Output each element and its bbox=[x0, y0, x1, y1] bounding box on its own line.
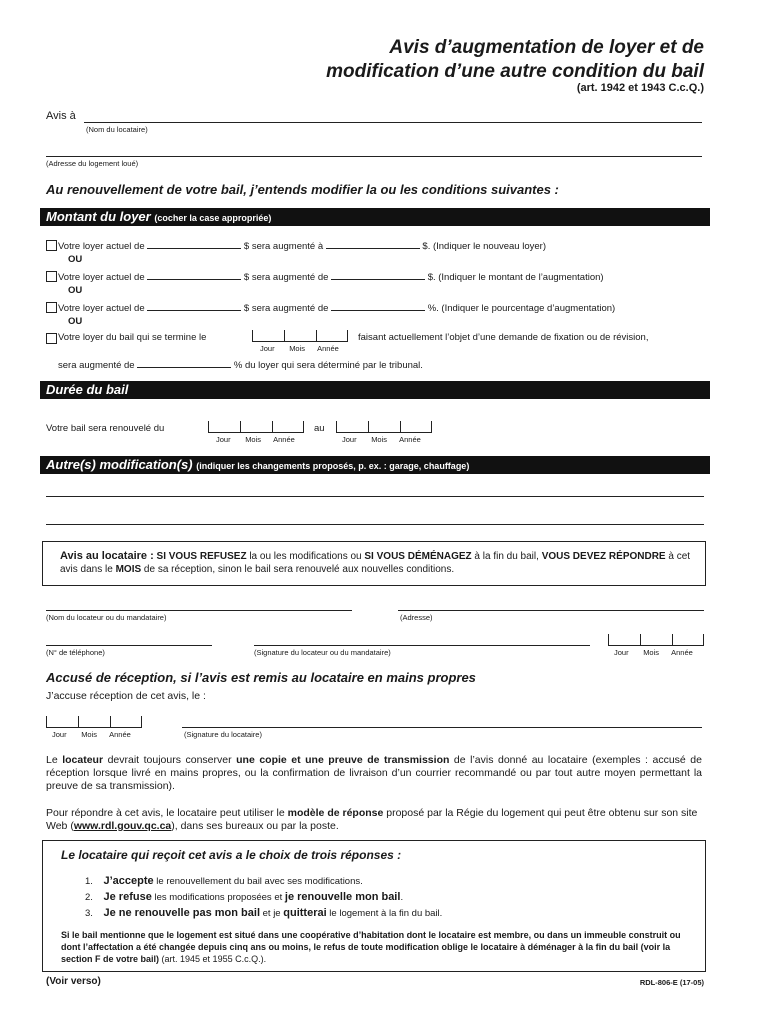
choice-3-number: 3. bbox=[85, 908, 93, 919]
other-changes-line-1[interactable] bbox=[46, 496, 704, 497]
choice-1-number: 1. bbox=[85, 876, 93, 887]
rent-option-2-text-b: $ sera augmenté de bbox=[243, 272, 329, 283]
notice-t6: à cet avis dans le bbox=[60, 551, 691, 575]
choice-1 bbox=[85, 875, 363, 887]
year-label: Année bbox=[317, 344, 339, 353]
other-changes-title: Autre(s) modification(s) bbox=[46, 457, 193, 472]
notice-t8: de sa réception, sinon le bail sera renouvelé aux nouvelles conditions. bbox=[141, 564, 455, 575]
notice-t1: SI VOUS REFUSEZ bbox=[156, 551, 247, 562]
rent-option-1-text-b: $ sera augmenté à bbox=[243, 241, 324, 252]
other-changes-subtitle: (indiquer les changements proposés, p. ex. : garage, chauffage) bbox=[196, 461, 470, 471]
landlord-para-p2: locateur bbox=[62, 754, 104, 766]
rent-option-3-text-c: %. (Indiquer le pourcentage d’augmentation) bbox=[427, 303, 616, 314]
signature-date-field[interactable] bbox=[608, 634, 704, 646]
or-separator-1: OU bbox=[68, 254, 83, 265]
day-label: Jour bbox=[52, 730, 67, 739]
rent-option-2-text-c: $. (Indiquer le montant de l’augmentation) bbox=[427, 272, 604, 283]
rent-option-3-text-b: $ sera augmenté de bbox=[243, 303, 329, 314]
landlord-address-field[interactable] bbox=[398, 610, 704, 611]
choice-2-end: . bbox=[400, 892, 404, 903]
landlord-signature-field[interactable] bbox=[254, 645, 590, 646]
choice-2-bold: Je refuse bbox=[103, 891, 152, 903]
other-changes-section-header bbox=[40, 456, 710, 474]
month-label: Mois bbox=[371, 435, 388, 444]
tenant-choices-box bbox=[42, 840, 706, 972]
duration-section-header bbox=[40, 381, 710, 399]
landlord-name-caption: (Nom du locateur ou du mandataire) bbox=[46, 613, 167, 622]
or-separator-2: OU bbox=[68, 285, 83, 296]
rent-option-4-text-d: % du loyer qui sera déterminé par le tribunal. bbox=[233, 360, 423, 371]
tribunal-percent-field[interactable] bbox=[137, 358, 231, 368]
rent-option-new-rent bbox=[58, 239, 546, 252]
form-title-line-2: modification d’une autre condition du bail bbox=[326, 61, 704, 82]
rent-option-tribunal-line-2 bbox=[58, 358, 423, 371]
choices-title: Le locataire qui reçoit cet avis a le choix de trois réponses : bbox=[61, 848, 402, 862]
choice-2-number: 2. bbox=[85, 892, 93, 903]
increase-percent-field[interactable] bbox=[331, 301, 425, 311]
lease-end-date-field[interactable] bbox=[252, 330, 348, 342]
renewal-end-date-field[interactable] bbox=[336, 421, 432, 433]
receipt-date-labels bbox=[52, 730, 131, 739]
rent-option-new-rent-checkbox[interactable] bbox=[46, 240, 57, 251]
cooperative-note-rest: (art. 1945 et 1955 C.c.Q.). bbox=[159, 954, 267, 964]
year-label: Année bbox=[273, 435, 295, 444]
dwelling-address-field[interactable] bbox=[46, 156, 702, 157]
rent-option-tribunal-text-b: faisant actuellement l’objet d’une demande de fixation ou de révision, bbox=[358, 332, 649, 343]
see-verso: (Voir verso) bbox=[46, 976, 101, 987]
lease-end-date-labels bbox=[260, 344, 339, 353]
notice-lead: Avis au locataire : bbox=[60, 550, 154, 562]
renewal-end-date-labels bbox=[342, 435, 421, 444]
current-rent-field-2[interactable] bbox=[147, 270, 241, 280]
choice-3-bold: Je ne renouvelle pas mon bail bbox=[103, 907, 260, 919]
landlord-advice-paragraph bbox=[46, 754, 702, 793]
rent-option-3-text-a: Votre loyer actuel de bbox=[58, 303, 145, 314]
renewal-start-date-field[interactable] bbox=[208, 421, 304, 433]
landlord-para-p3: devrait toujours conserver bbox=[103, 754, 237, 766]
form-title-line-1: Avis d’augmentation de loyer et de bbox=[389, 37, 704, 58]
year-label: Année bbox=[109, 730, 131, 739]
rent-option-tribunal-text-a: Votre loyer du bail qui se termine le bbox=[58, 332, 207, 343]
notice-t4: à la fin du bail, bbox=[471, 551, 542, 562]
increase-amount-field[interactable] bbox=[331, 270, 425, 280]
reply-para-p2: modèle de réponse bbox=[287, 807, 384, 819]
rent-section-title: Montant du loyer bbox=[46, 209, 151, 224]
landlord-para-p1: Le bbox=[46, 754, 63, 766]
landlord-signature-caption: (Signature du locateur ou du mandataire) bbox=[254, 648, 391, 657]
form-identifier: RDL-806-E (17-05) bbox=[639, 978, 704, 987]
renewal-start-date-labels bbox=[216, 435, 295, 444]
rent-option-2-text-a: Votre loyer actuel de bbox=[58, 272, 145, 283]
rent-option-1-text-c: $. (Indiquer le nouveau loyer) bbox=[422, 241, 546, 252]
month-label: Mois bbox=[643, 648, 660, 657]
choice-2-mid: les modifications proposées et bbox=[151, 892, 285, 903]
choice-1-rest: le renouvellement du bail avec ses modifications. bbox=[153, 876, 363, 887]
new-rent-field[interactable] bbox=[326, 239, 420, 249]
choice-3-mid: et je bbox=[260, 908, 284, 919]
tenant-name-field[interactable] bbox=[84, 122, 702, 123]
rent-option-increase-percent bbox=[58, 301, 615, 314]
choice-3-bold2: quitterai bbox=[283, 907, 327, 919]
intro-statement: Au renouvellement de votre bail, j’entends modifier la ou les conditions suivantes : bbox=[46, 182, 559, 197]
avis-a-label: Avis à bbox=[46, 110, 76, 122]
notice-t5: VOUS DEVEZ RÉPONDRE bbox=[541, 551, 666, 562]
rent-section-header bbox=[40, 208, 710, 226]
rent-option-1-text-a: Votre loyer actuel de bbox=[58, 241, 145, 252]
reply-para-p1: Pour répondre à cet avis, le locataire peut utiliser le bbox=[46, 807, 288, 819]
day-label: Jour bbox=[614, 648, 629, 657]
cooperative-note bbox=[61, 929, 691, 965]
year-label: Année bbox=[399, 435, 421, 444]
tenant-notice-text bbox=[60, 550, 692, 576]
rent-option-4-text-c: sera augmenté de bbox=[58, 360, 135, 371]
landlord-address-caption: (Adresse) bbox=[400, 613, 433, 622]
signature-date-labels bbox=[614, 648, 693, 657]
landlord-para-p5: de l’avis donné au locataire (exemples : accusé de réception lorsque livré en mains propres, ou la confirmation de livraison d’un courrier recommandé ou par tout autre moyen permettant la preuve de sa transmission). bbox=[46, 754, 702, 792]
choice-2-bold2: je renouvelle mon bail bbox=[284, 891, 401, 903]
or-separator-3: OU bbox=[68, 316, 83, 327]
rdl-website-link[interactable]: www.rdl.gouv.qc.ca bbox=[73, 820, 172, 832]
choice-2 bbox=[85, 891, 403, 903]
day-label: Jour bbox=[216, 435, 231, 444]
month-label: Mois bbox=[245, 435, 262, 444]
reply-para-p5: ), dans ses bureaux ou par la poste. bbox=[171, 820, 339, 832]
current-rent-field-1[interactable] bbox=[147, 239, 241, 249]
choice-3 bbox=[85, 907, 442, 919]
receipt-text: J’accuse réception de cet avis, le : bbox=[46, 690, 206, 702]
month-label: Mois bbox=[81, 730, 98, 739]
landlord-para-p4: une copie et une preuve de transmission bbox=[236, 754, 450, 766]
current-rent-field-3[interactable] bbox=[147, 301, 241, 311]
rent-section-subtitle: (cocher la case appropriée) bbox=[154, 213, 272, 223]
month-label: Mois bbox=[289, 344, 306, 353]
rent-option-increase-percent-checkbox[interactable] bbox=[46, 302, 57, 313]
notice-t3: SI VOUS DÉMÉNAGEZ bbox=[364, 551, 472, 562]
tenant-notice-box bbox=[42, 541, 706, 586]
tenant-signature-field[interactable] bbox=[182, 727, 702, 728]
day-label: Jour bbox=[260, 344, 275, 353]
year-label: Année bbox=[671, 648, 693, 657]
reply-info-paragraph bbox=[46, 807, 702, 833]
cooperative-note-bold: Si le bail mentionne que le logement est situé dans une coopérative d’habitation dont le locataire est membre, ou dans un immeuble construit ou dont l’affectation a été changée depuis cinq ans ou moins, le refus de toute modification oblige le locataire à déménager à la fin du bail (voir la section F de votre bail) bbox=[61, 930, 681, 964]
phone-field[interactable] bbox=[46, 645, 212, 646]
other-changes-line-2[interactable] bbox=[46, 524, 704, 525]
dwelling-address-caption: (Adresse du logement loué) bbox=[46, 159, 139, 168]
rent-option-increase-amount bbox=[58, 270, 604, 283]
receipt-title: Accusé de réception, si l’avis est remis au locataire en mains propres bbox=[46, 670, 476, 685]
choice-1-bold: J’accepte bbox=[103, 875, 154, 887]
tenant-name-caption: (Nom du locataire) bbox=[86, 125, 148, 134]
landlord-name-field[interactable] bbox=[46, 610, 352, 611]
choice-3-end: le logement à la fin du bail. bbox=[326, 908, 443, 919]
phone-caption: (N° de téléphone) bbox=[46, 648, 105, 657]
rent-option-tribunal-checkbox[interactable] bbox=[46, 333, 57, 344]
reply-para-p3: proposé par la Régie du logement qui peut être obtenu sur son site Web ( bbox=[46, 807, 698, 832]
notice-t7: MOIS bbox=[115, 564, 142, 575]
duration-section-title: Durée du bail bbox=[46, 382, 129, 397]
day-label: Jour bbox=[342, 435, 357, 444]
notice-t2: la ou les modifications ou bbox=[246, 551, 365, 562]
tenant-signature-caption: (Signature du locataire) bbox=[184, 730, 262, 739]
renewal-from-label: Votre bail sera renouvelé du bbox=[46, 423, 165, 434]
receipt-date-field[interactable] bbox=[46, 716, 142, 728]
legal-articles: (art. 1942 et 1943 C.c.Q.) bbox=[576, 82, 704, 94]
renewal-to-label: au bbox=[314, 423, 325, 434]
rent-option-increase-amount-checkbox[interactable] bbox=[46, 271, 57, 282]
